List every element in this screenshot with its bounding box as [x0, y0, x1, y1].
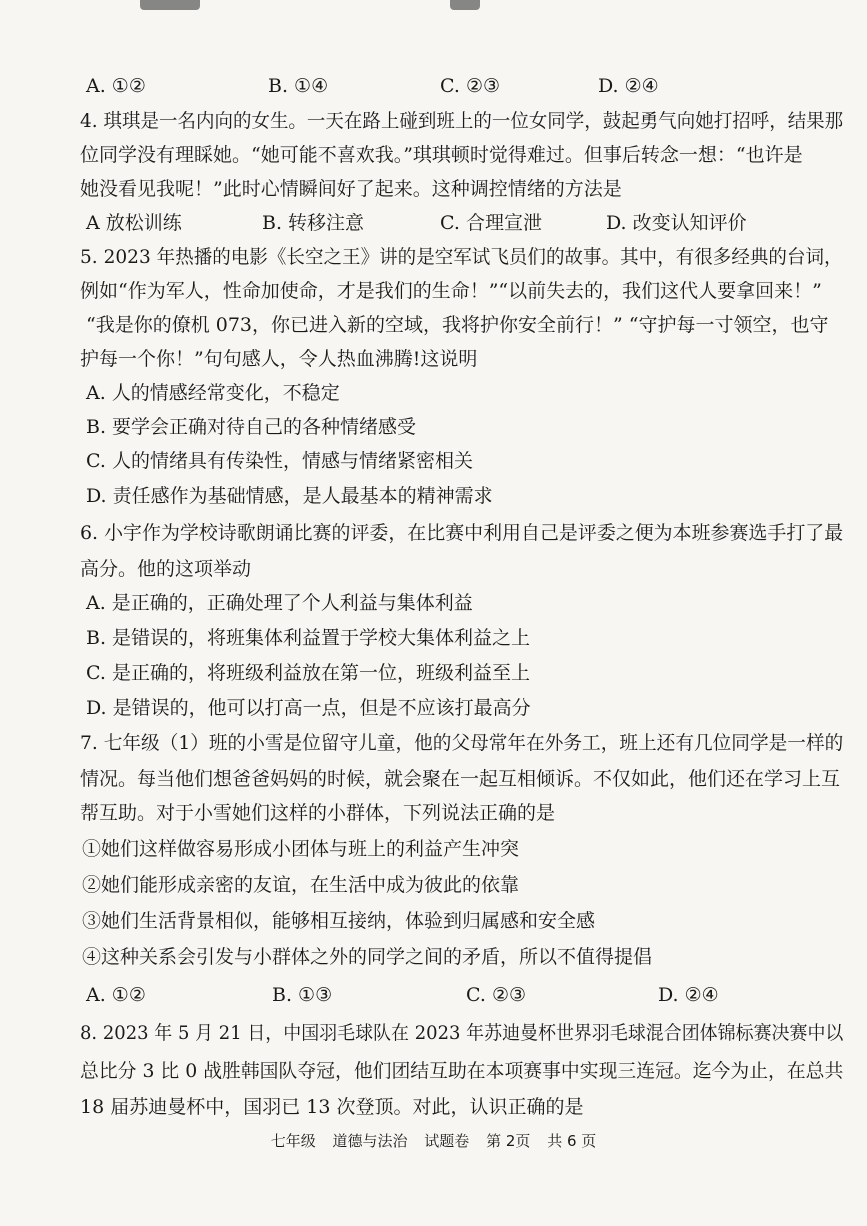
q5-stem-line: 5. 2023 年热播的电影《长空之王》讲的是空军试飞员们的故事。其中，有很多经典的台词，: [80, 246, 843, 268]
q5-stem-line: 例如“作为军人，性命加使命，才是我们的生命！”“以前失去的，我们这代人要拿回来！”: [80, 280, 822, 302]
q7-stem-line: 情况。每当他们想爸爸妈妈的时候，就会聚在一起互相倾诉。不仅如此，他们还在学习上互: [80, 768, 841, 790]
q7-option-d[interactable]: D. ②④: [658, 984, 719, 1006]
q7-option-a[interactable]: A. ①②: [86, 984, 146, 1006]
q3-option-d[interactable]: D. ②④: [598, 75, 659, 97]
q7-option-c[interactable]: C. ②③: [466, 984, 527, 1006]
q5-option-d[interactable]: D. 责任感作为基础情感，是人最基本的精神需求: [86, 485, 493, 507]
q7-option-b[interactable]: B. ①③: [272, 984, 333, 1006]
q6-option-d[interactable]: D. 是错误的，他可以打高一点，但是不应该打最高分: [86, 697, 531, 719]
q5-stem-line: 护每一个你！”句句感人，令人热血沸腾!这说明: [80, 348, 478, 370]
q6-stem-line: 高分。他的这项举动: [80, 558, 252, 580]
q7-stem-line: 7. 七年级（1）班的小雪是位留守儿童，他的父母常年在外务工，班上还有几位同学是一样的: [80, 732, 844, 754]
footer-grade: 七年级: [270, 1132, 316, 1150]
scan-artifact: [450, 0, 480, 10]
q6-option-a[interactable]: A. 是正确的，正确处理了个人利益与集体利益: [86, 592, 473, 614]
q4-stem-line: 位同学没有理睬她。“她可能不喜欢我。”琪琪顿时觉得难过。但事后转念一想：“也许是: [80, 144, 803, 166]
q5-option-a[interactable]: A. 人的情感经常变化，不稳定: [86, 382, 340, 404]
q6-option-b[interactable]: B. 是错误的，将班集体利益置于学校大集体利益之上: [86, 627, 531, 649]
q5-option-c[interactable]: C. 人的情绪具有传染性，情感与情绪紧密相关: [86, 450, 473, 472]
q6-stem-line: 6. 小宇作为学校诗歌朗诵比赛的评委，在比赛中利用自己是评委之便为本班参赛选手打了最: [80, 522, 844, 544]
q8-stem-line: 8. 2023 年 5 月 21 日，中国羽毛球队在 2023 年苏迪曼杯世界羽毛球混合团体锦标赛决赛中以: [80, 1022, 844, 1044]
q4-option-b[interactable]: B. 转移注意: [262, 212, 365, 234]
q7-statement-4: ④这种关系会引发与小群体之外的同学之间的矛盾，所以不值得提倡: [82, 946, 653, 968]
scan-artifact: [140, 0, 200, 10]
q3-option-a[interactable]: A. ①②: [86, 75, 146, 97]
q3-option-b[interactable]: B. ①④: [268, 75, 329, 97]
q7-stem-line: 帮互助。对于小雪她们这样的小群体，下列说法正确的是: [80, 802, 556, 824]
footer-page-number: 第 2页: [486, 1132, 531, 1150]
q4-stem-line: 4. 琪琪是一名内向的女生。一天在路上碰到班上的一位女同学，鼓起勇气向她打招呼，结果那: [80, 110, 844, 132]
footer-subject: 道德与法治: [332, 1132, 408, 1150]
page-footer: [0, 1130, 867, 1152]
q5-stem-line: “我是你的僚机 073，你已进入新的空域，我将护你安全前行！” “守护每一寸领空，也守: [86, 314, 829, 336]
footer-total-pages: 共 6 页: [547, 1132, 597, 1150]
q6-option-c[interactable]: C. 是正确的，将班级利益放在第一位，班级利益至上: [86, 662, 530, 684]
q5-option-b[interactable]: B. 要学会正确对待自己的各种情绪感受: [86, 416, 417, 438]
q7-statement-3: ③她们生活背景相似，能够相互接纳，体验到归属感和安全感: [82, 910, 596, 932]
q4-stem-line: 她没看见我呢！”此时心情瞬间好了起来。这种调控情绪的方法是: [80, 178, 622, 200]
q7-statement-1: ①她们这样做容易形成小团体与班上的利益产生冲突: [82, 838, 520, 860]
q8-stem-line: 18 届苏迪曼杯中，国羽已 13 次登顶。对此，认识正确的是: [80, 1096, 584, 1118]
q8-stem-line: 总比分 3 比 0 战胜韩国队夺冠，他们团结互助在本项赛事中实现三连冠。迄今为止，在总共: [80, 1060, 844, 1082]
q3-option-c[interactable]: C. ②③: [440, 75, 501, 97]
q7-statement-2: ②她们能形成亲密的友谊，在生活中成为彼此的依靠: [82, 874, 520, 896]
q4-option-a[interactable]: A 放松训练: [86, 212, 182, 234]
footer-paper: 试题卷: [424, 1132, 470, 1150]
q4-option-c[interactable]: C. 合理宣泄: [440, 212, 542, 234]
q4-option-d[interactable]: D. 改变认知评价: [606, 212, 747, 234]
